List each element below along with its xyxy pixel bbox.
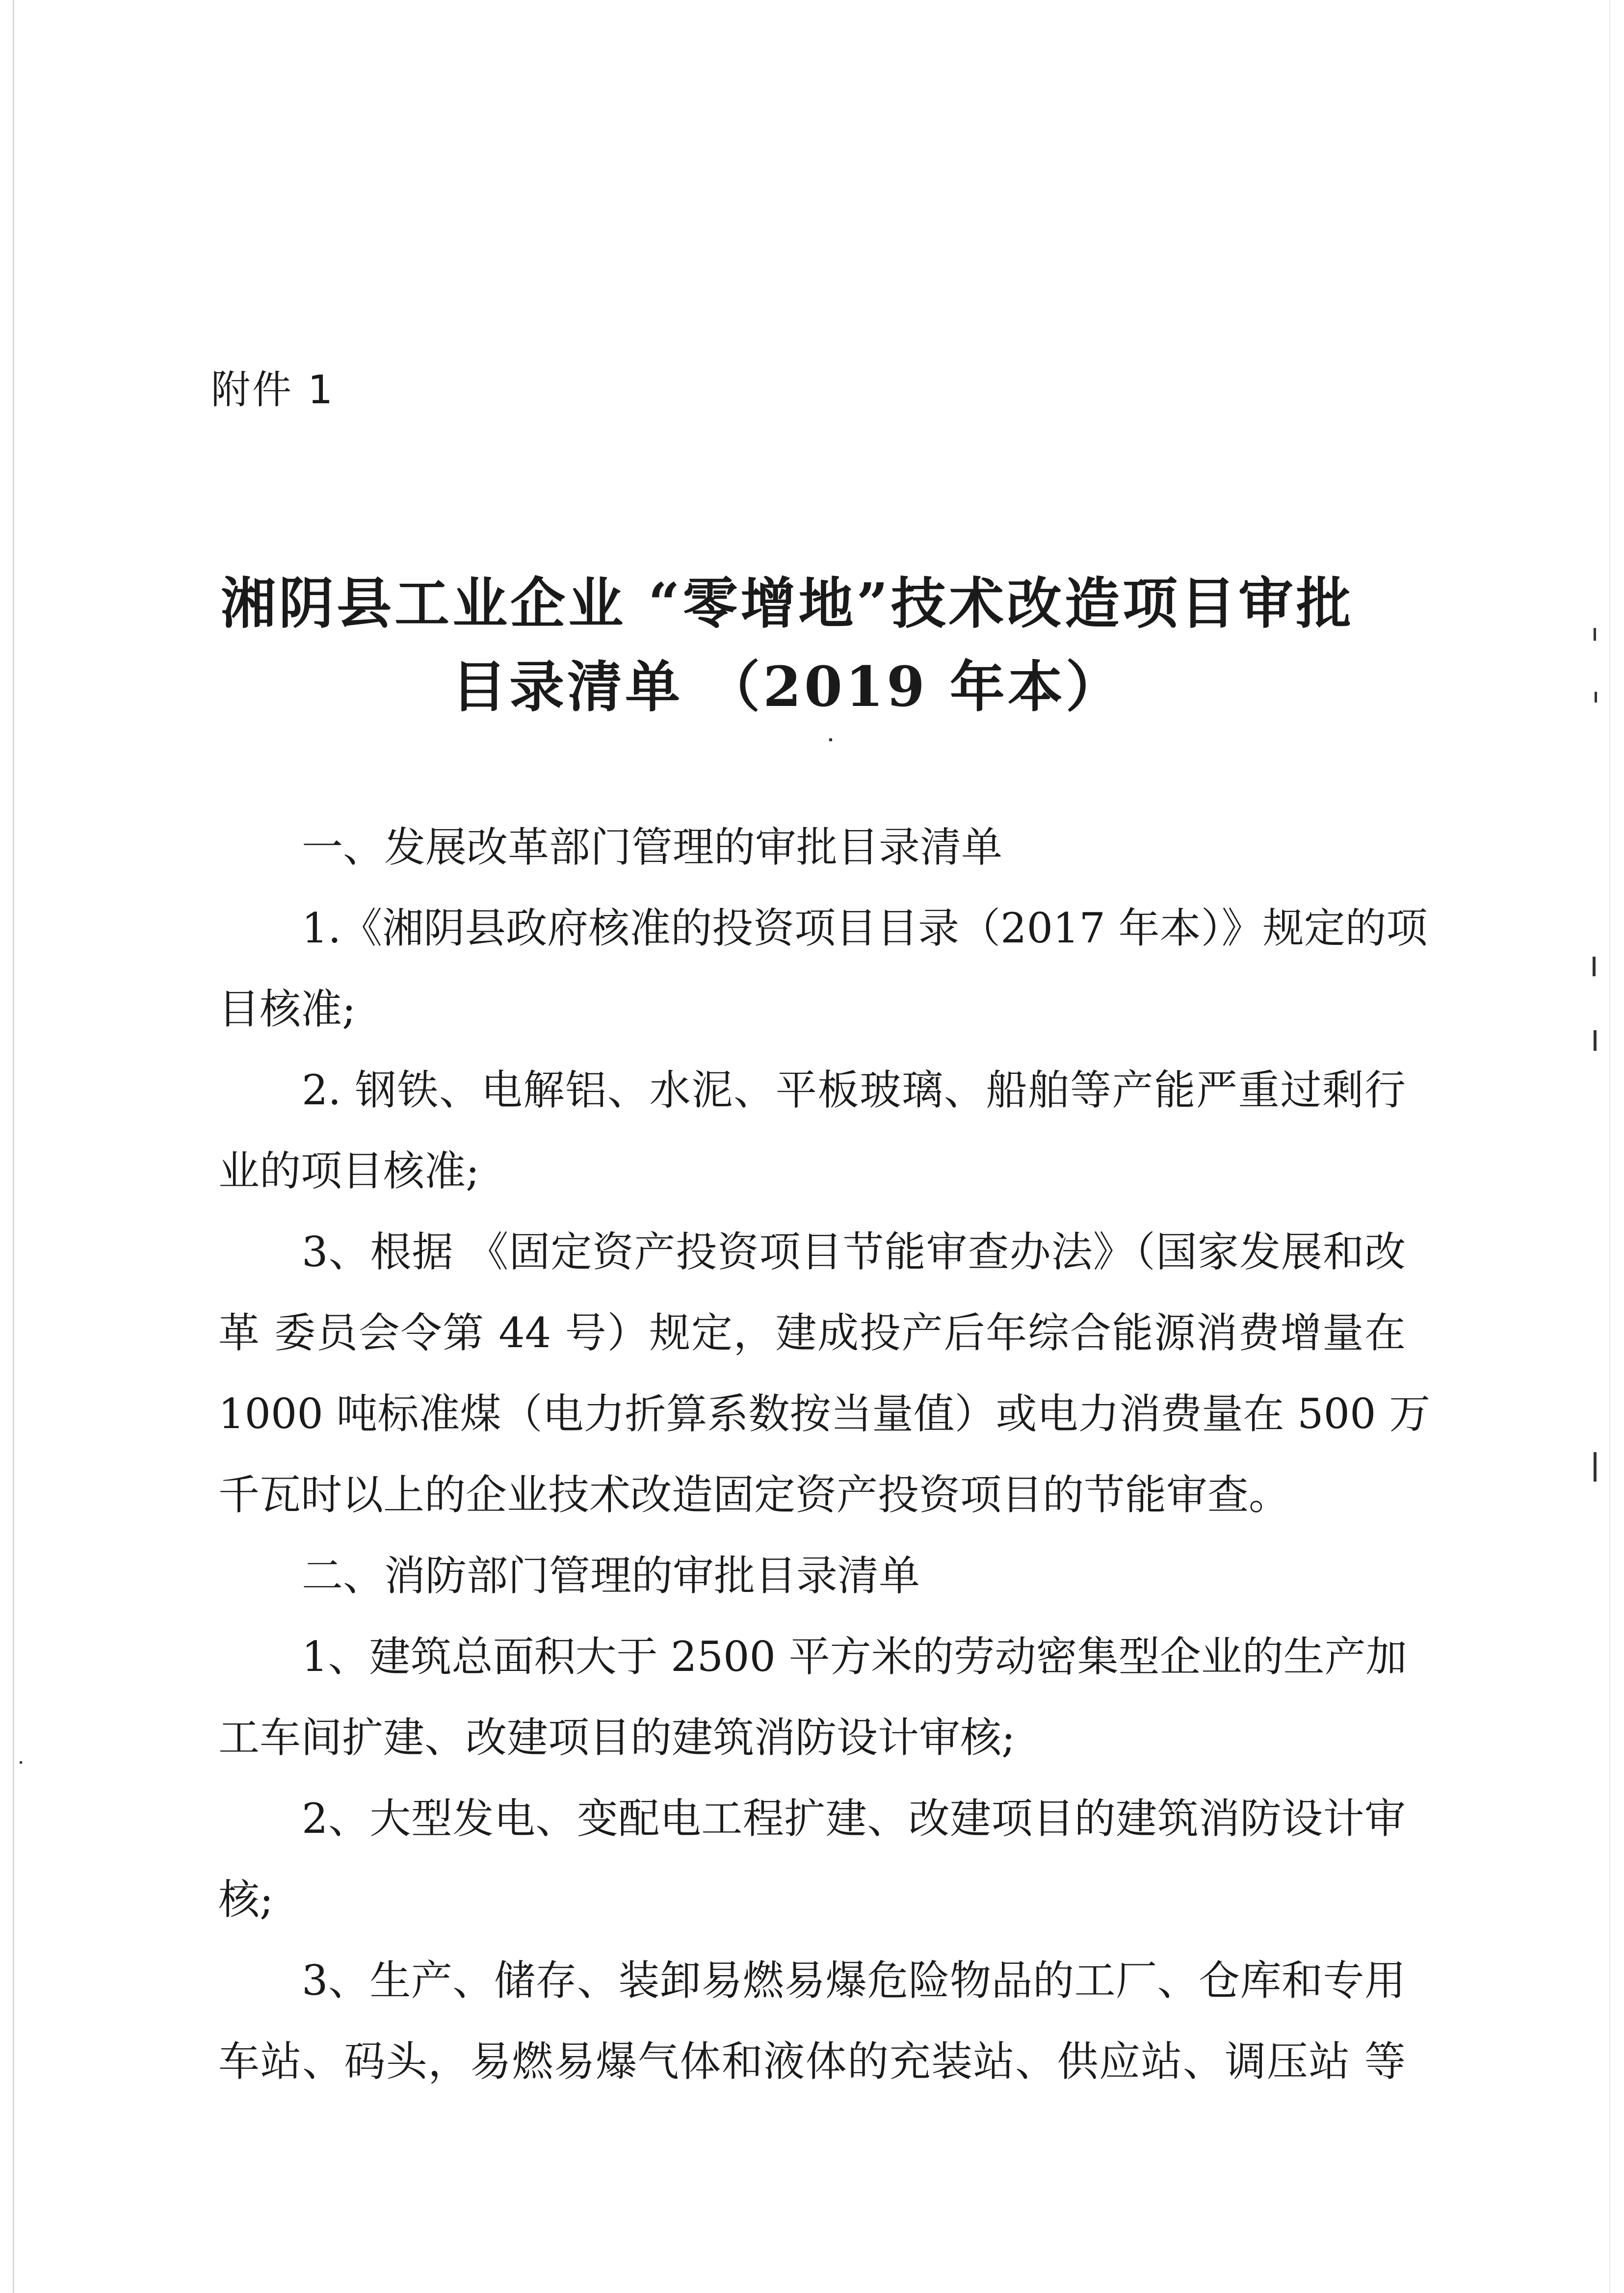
attachment-label: 附件 1 [211, 367, 335, 413]
scan-mark [1593, 957, 1596, 976]
scan-mark [20, 1761, 22, 1764]
paragraph-line: 业的项目核准; [218, 1147, 480, 1195]
paragraph-line: 1.《湘阴县政府核准的投资项目目录（2017 年本）》规定的项 [302, 904, 1428, 952]
paragraph-line: 1000 吨标准煤（电力折算系数按当量值）或电力消费量在 500 万 [218, 1390, 1431, 1438]
scan-mark [829, 738, 832, 741]
scan-mark [1595, 692, 1597, 703]
paragraph-line: 1、建筑总面积大于 2500 平方米的劳动密集型企业的生产加 [302, 1633, 1407, 1681]
paragraph-line: 千瓦时以上的企业技术改造固定资产投资项目的节能审查。 [218, 1471, 1290, 1519]
scan-mark [1594, 628, 1596, 641]
section-heading-1: 一、发展改革部门管理的审批目录清单 [302, 823, 1003, 871]
paragraph-line: 革 委员会令第 44 号）规定，建成投产后年综合能源消费增量在 [218, 1309, 1406, 1357]
paragraph-line: 3、生产、储存、装卸易燃易爆危险物品的工厂、仓库和专用 [302, 1956, 1406, 2005]
scan-edge-left [13, 0, 14, 2293]
paragraph-line: 车站、码头，易燃易爆气体和液体的充装站、供应站、调压站 等 [218, 2037, 1406, 2085]
document-title-line-1: 湘阴县工业企业 “零增地”技术改造项目审批 [221, 572, 1354, 636]
paragraph-line: 目核准; [218, 985, 356, 1033]
scan-edge-right [1609, 0, 1610, 2293]
document-title-line-2: 目录清单 （2019 年本） [451, 655, 1124, 719]
paragraph-line: 2. 钢铁、电解铝、水泥、平板玻璃、船舶等产能严重过剩行 [302, 1066, 1406, 1114]
paragraph-line: 2、大型发电、变配电工程扩建、改建项目的建筑消防设计审 [302, 1795, 1406, 1843]
section-heading-2: 二、消防部门管理的审批目录清单 [302, 1552, 920, 1600]
scan-mark [1594, 1030, 1597, 1051]
paragraph-line: 3、根据 《固定资产投资项目节能审查办法》（国家发展和改 [302, 1228, 1406, 1276]
paragraph-line: 工车间扩建、改建项目的建筑消防设计审核; [218, 1714, 1016, 1762]
scan-mark [1594, 1452, 1597, 1482]
paragraph-line: 核; [218, 1876, 274, 1924]
